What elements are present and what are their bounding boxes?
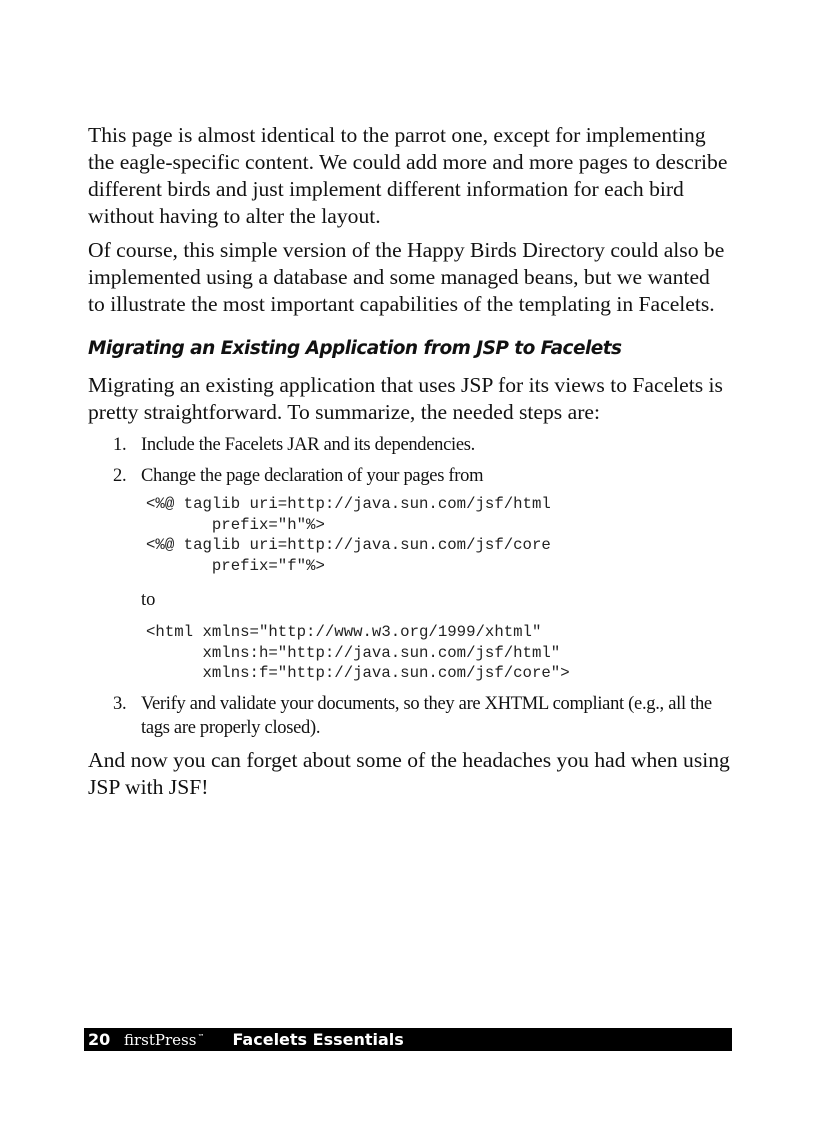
code-block-jsp-taglibs: <%@ taglib uri=http://java.sun.com/jsf/html prefix="h"%> <%@ taglib uri=http://java.sun.com/jsf/core prefix="f"%> bbox=[146, 495, 551, 575]
page-body bbox=[88, 122, 732, 808]
section-lead-paragraph: Migrating an existing application that uses JSP for its views to Facelets is pretty straightforward. To summarize, the needed steps are: bbox=[88, 373, 723, 424]
code-block-xhtml-namespaces: <html xmlns="http://www.w3.org/1999/xhtml" xmlns:h="http://java.sun.com/jsf/html" xmlns:f="http://java.sun.com/jsf/core"> bbox=[146, 623, 570, 682]
step-number: 3. bbox=[113, 693, 127, 714]
step-number: 2. bbox=[113, 466, 127, 486]
trademark-symbol: ™ bbox=[197, 1032, 205, 1041]
page-number: 20 bbox=[88, 1030, 111, 1049]
step-number: 1. bbox=[113, 435, 127, 455]
step-text: Change the page declaration of your pages from bbox=[141, 466, 484, 486]
list-item bbox=[88, 433, 732, 457]
list-item bbox=[88, 464, 732, 684]
steps-list bbox=[88, 433, 732, 740]
firstpress-logo bbox=[124, 1031, 204, 1049]
intro-paragraph-2: Of course, this simple version of the Happy Birds Directory could also be implemented using a database and some managed beans, but we wanted to illustrate the most important capabilities of the templating in Facelets. bbox=[88, 238, 725, 316]
brand-name: firstPress bbox=[124, 1030, 197, 1049]
list-item bbox=[88, 692, 732, 740]
page-footer bbox=[84, 1028, 732, 1051]
step-text: Include the Facelets JAR and its dependencies. bbox=[141, 435, 475, 455]
book-title: Facelets Essentials bbox=[232, 1030, 404, 1049]
closing-paragraph: And now you can forget about some of the headaches you had when using JSP with JSF! bbox=[88, 747, 730, 799]
to-label: to bbox=[141, 590, 156, 610]
step-text: Verify and validate your documents, so they are XHTML compliant (e.g., all the tags are properly closed). bbox=[141, 693, 712, 738]
intro-paragraph-1: This page is almost identical to the parrot one, except for implementing the eagle-specific content. We could add more and more pages to describe different birds and just implement different information for each bird without having to alter the layout. bbox=[88, 123, 728, 228]
section-heading: Migrating an Existing Application from JSP to Facelets bbox=[88, 338, 622, 359]
